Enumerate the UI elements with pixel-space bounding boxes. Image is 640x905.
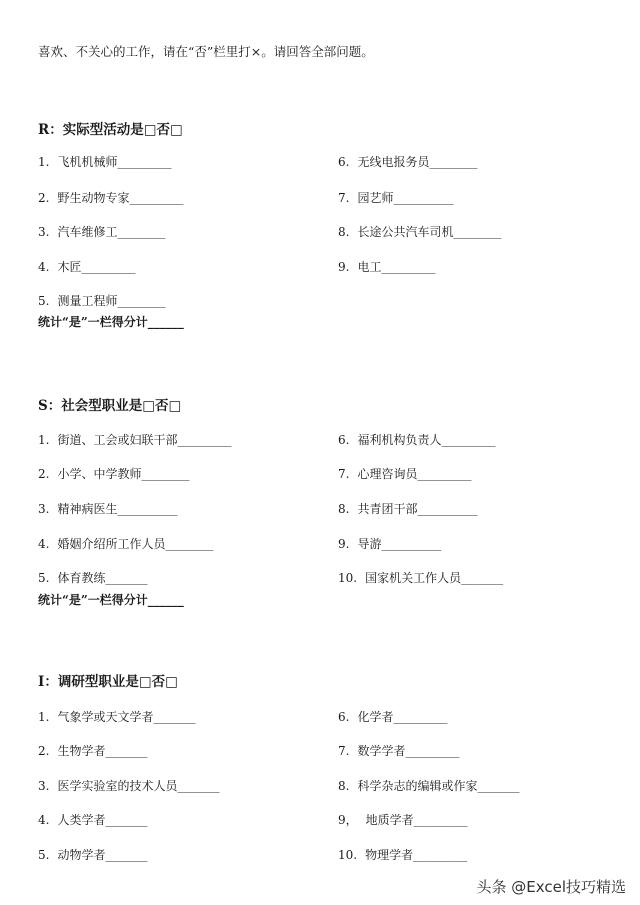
watermark: 头条 @Excel技巧精选 <box>476 878 626 896</box>
list-item: 10. 国家机关工作人员_______ <box>338 571 504 585</box>
list-item: 4. 人类学者_______ <box>38 813 148 827</box>
section-title-r: R：实际型活动是□否□ <box>38 122 183 138</box>
section-title-s: S：社会型职业是□否□ <box>38 398 182 414</box>
score-total-s: 统计“是”一栏得分计______ <box>38 593 184 607</box>
list-item: 1. 街道、工会或妇联干部_________ <box>38 433 232 447</box>
score-total-r: 统计“是”一栏得分计______ <box>38 315 184 329</box>
list-item: 7. 心理咨询员_________ <box>338 467 472 481</box>
list-item: 1. 气象学或天文学者_______ <box>38 710 196 724</box>
list-item: 9. 导游__________ <box>338 537 442 551</box>
list-item: 2. 小学、中学教师________ <box>38 467 190 481</box>
list-item: 8. 共青团干部__________ <box>338 502 478 516</box>
intro-text: 喜欢、不关心的工作，请在“否”栏里打×。请回答全部问题。 <box>38 44 374 59</box>
list-item: 2. 生物学者_______ <box>38 744 148 758</box>
list-item: 9， 地质学者_________ <box>338 813 468 827</box>
section-title-i: I：调研型职业是□否□ <box>38 674 178 690</box>
list-item: 8. 科学杂志的编辑或作家_______ <box>338 779 520 793</box>
list-item: 4. 木匠_________ <box>38 260 136 274</box>
list-item: 5. 测量工程师________ <box>38 294 166 308</box>
list-item: 3. 汽车维修工________ <box>38 225 166 239</box>
list-item: 6. 无线电报务员________ <box>338 155 478 169</box>
list-item: 10. 物理学者_________ <box>338 848 468 862</box>
list-item: 3. 精神病医生__________ <box>38 502 178 516</box>
list-item: 1. 飞机机械师_________ <box>38 155 172 169</box>
list-item: 6. 化学者_________ <box>338 710 448 724</box>
list-item: 3. 医学实验室的技术人员_______ <box>38 779 220 793</box>
list-item: 5. 动物学者_______ <box>38 848 148 862</box>
list-item: 2. 野生动物专家_________ <box>38 191 184 205</box>
list-item: 4. 婚姻介绍所工作人员________ <box>38 537 214 551</box>
list-item: 8. 长途公共汽车司机________ <box>338 225 502 239</box>
list-item: 5. 体育教练_______ <box>38 571 148 585</box>
list-item: 7. 数学学者_________ <box>338 744 460 758</box>
list-item: 9. 电工_________ <box>338 260 436 274</box>
list-item: 7. 园艺师__________ <box>338 191 454 205</box>
list-item: 6. 福利机构负责人_________ <box>338 433 496 447</box>
